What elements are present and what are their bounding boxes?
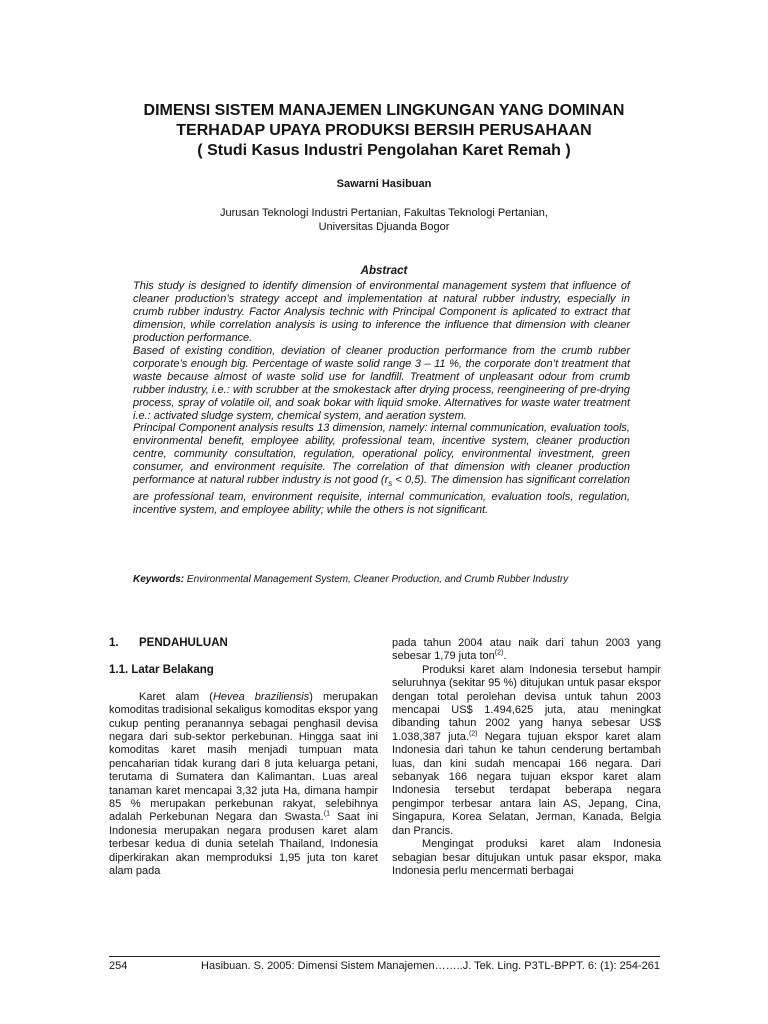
right-p1-text-b: . (503, 650, 507, 663)
right-p2-text-b: Negara tujuan ekspor karet alam Indonesia dari tahun ke tahun cenderung bertambah luas, dan kini sudah mencapai 166 negara. Dari sebanyak 166 negara tujuan ekspor karet alam Indonesia tersebut terdapat beberapa negara pengimpor terbesar antara lain AS, Jepang, Cina, Singapura, Korea Selatan, Jerman, Kanada, Belgia dan Prancis. (392, 730, 661, 837)
right-paragraph-1 (392, 637, 661, 664)
right-p2-reference: (2) (468, 730, 478, 738)
right-column (392, 637, 661, 878)
abstract-paragraph-3 (133, 422, 630, 517)
left-p1-text-a: Karet alam ( (139, 690, 213, 703)
paper-title (60, 101, 708, 161)
footer-citation: Hasibuan. S. 2005: Dimensi Sistem Manajemen……..J. Tek. Ling. P3TL-BPPT. 6: (1): 254-261 (201, 960, 660, 972)
affiliation-line-1: Jurusan Teknologi Industri Pertanian, Fakultas Teknologi Pertanian, (220, 207, 548, 219)
right-p1-text-a: pada tahun 2004 atau naik dari tahun 2003 yang sebesar 1,79 juta ton (392, 637, 661, 663)
keywords-label: Keywords: (133, 574, 185, 585)
right-paragraph-2 (392, 664, 661, 838)
left-p1-text-b: ) merupakan komoditas tradisional sekaligus komoditas ekspor yang cukup penting peranannya sebagai penghasil devisa negara dari sub-sektor perkebunan. Hingga saat ini komoditas karet masih menjadi tumpuan mata pencaharian tidak kurang dari 8 juta keluarga petani, terutama di Sumatera dan Kalimantan. Luas areal tanaman karet mencapai 3,32 juta Ha, dimana hampir 85 % merupakan perkebunan rakyat, selebihnya adalah Perkebunan Negara dan Swasta. (109, 690, 378, 824)
right-paragraph-3: Mengingat produksi karet alam Indonesia sebagian besar ditujukan untuk pasar ekspor, maka Indonesia perlu mencermati berbagai (392, 838, 661, 877)
subsection-heading: 1.1. Latar Belakang (109, 664, 214, 677)
left-p1-text-c: Saat ini Indonesia merupakan negara produsen karet alam terbesar kedua di dunia setelah Thailand, Indonesia diperkirakan akan memproduksi 1,95 juta ton karet alam pada (109, 811, 379, 878)
abstract-heading: Abstract (360, 265, 408, 277)
footer-divider (109, 956, 660, 957)
left-p1-species: Hevea braziliensis (212, 690, 310, 703)
section-heading (109, 637, 378, 650)
abstract-body (133, 280, 630, 517)
section-number: 1. (109, 637, 119, 649)
title-line-3: ( Studi Kasus Industri Pengolahan Karet Remah ) (197, 142, 571, 159)
title-line-2: TERHADAP UPAYA PRODUKSI BERSIH PERUSAHAAN (176, 122, 592, 139)
left-paragraph-1 (109, 691, 378, 879)
abstract-p3-text-b: < 0,5). The dimension has significant correlation are professional team, environment requisite, internal communication, evaluation tools, regulation, incentive system, and employee ability; while the others is not significant. (133, 474, 630, 517)
keywords-text: Environmental Management System, Cleaner Production, and Crumb Rubber Industry (184, 574, 569, 585)
abstract-paragraph-2: Based of existing condition, deviation of cleaner production performance from the crumb rubber corporate’s enough big. Percentage of waste solid range 3 – 11 %, the corporate don’t treatment that waste because almost of waste solid use for landfill. Treatment of unpleasant odour from crumb rubber industry, i.e.: with scrubber at the smokestack after drying process, reengineering of pre-drying process, spray of volatile oil, and soak bokar with liquid smoke. Alternatives for waste water treatment i.e.: activated sludge system, chemical system, and aeration system. (133, 344, 630, 422)
author-name: Sawarni Hasibuan (336, 178, 432, 190)
title-line-1: DIMENSI SISTEM MANAJEMEN LINGKUNGAN YANG DOMINAN (143, 102, 625, 119)
right-p1-reference: (2) (494, 649, 504, 657)
section-title: PENDAHULUAN (139, 637, 228, 649)
abstract-p3-subscript: s (388, 479, 393, 489)
keywords (133, 574, 630, 587)
page-number: 254 (109, 960, 128, 972)
left-p1-reference: (1 (323, 810, 330, 818)
abstract-paragraph-1: This study is designed to identify dimension of environmental management system that influence of cleaner production’s strategy accept and implementation at natural rubber industry, especially in crumb rubber industry. Factor Analysis technic with Principal Component is aplicated to extract that dimension, while correlation analysis is using to inference the influence that dimension with cleaner production performance. (133, 280, 630, 344)
affiliation (0, 207, 768, 234)
right-p2-text-a: Produksi karet alam Indonesia tersebut hampir seluruhnya (sekitar 95 %) ditujukan untuk pasar ekspor dengan total perolehan devisa untuk tahun 2003 mencapai US$ 1.494,625 juta, atau meningkat dibanding tahun 2002 yang hanya sebesar US$ 1.038,387 juta. (392, 663, 661, 743)
affiliation-line-2: Universitas Djuanda Bogor (318, 220, 450, 233)
left-column (109, 637, 378, 879)
abstract-p3-text-a: Principal Component analysis results 13 dimension, namely: internal communication, evaluation tools, environmental benefit, employee ability, professional team, incentive system, cleaner production centre, community consultation, regulation, operational policy, environmental investment, green consumer, and environment requisite. The correlation of that dimension with cleaner production performance at natural rubber industry is not good (r (133, 422, 630, 487)
